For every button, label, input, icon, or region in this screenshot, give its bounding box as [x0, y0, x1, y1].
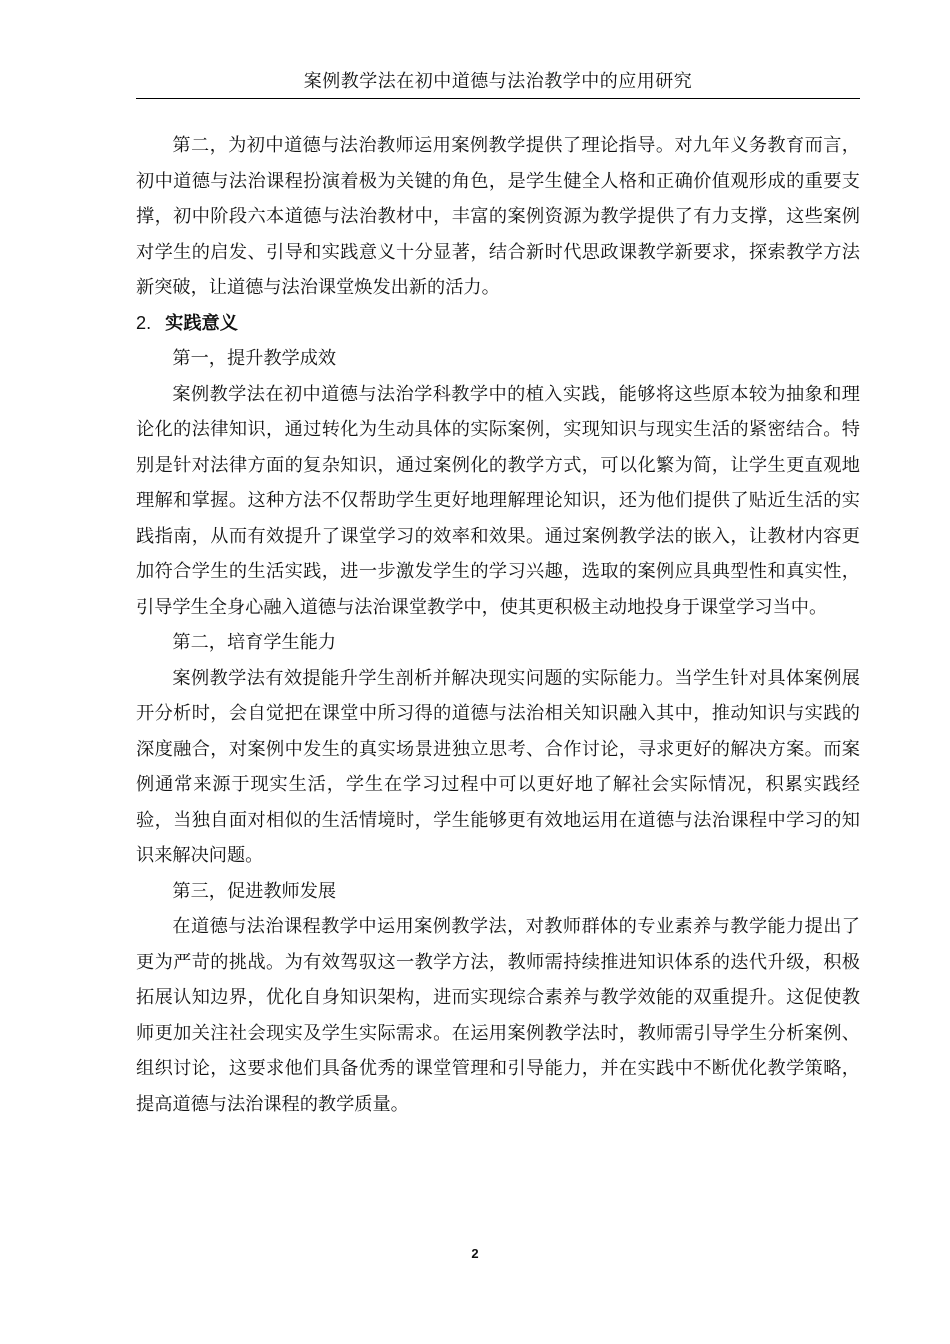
- section-heading-practice: [136, 306, 860, 342]
- subheading-teacher-development: 第三，促进教师发展: [172, 880, 337, 902]
- page-number: 2: [471, 1246, 479, 1261]
- section-title: 实践意义: [165, 312, 238, 334]
- section-number: 2.: [136, 312, 152, 333]
- paragraph-teacher-development: 在道德与法治课程教学中运用案例教学法，对教师群体的专业素养与教学能力提出了更为严苛的挑战。为有效驾驭这一教学方法，教师需持续推进知识体系的迭代升级，积极拓展认知边界，优化自身知识架构，进而实现综合素养与教学效能的双重提升。这促使教师更加关注社会现实及学生实际需求。在运用案例教学法时，教师需引导学生分析案例、组织讨论，这要求他们具备优秀的课堂管理和引导能力，并在实践中不断优化教学策略，提高道德与法治课程的教学质量。: [136, 916, 860, 1115]
- paragraph-theory-second: 第二，为初中道德与法治教师运用案例教学提供了理论指导。对九年义务教育而言，初中道德与法治课程扮演着极为关键的角色，是学生健全人格和正确价值观形成的重要支撑，初中阶段六本道德与法治教材中，丰富的案例资源为教学提供了有力支撑，这些案例对学生的启发、引导和实践意义十分显著，结合新时代思政课教学新要求，探索教学方法新突破，让道德与法治课堂焕发出新的活力。: [136, 135, 860, 298]
- paragraph-student-ability: 案例教学法有效提能升学生剖析并解决现实问题的实际能力。当学生针对具体案例展开分析时，会自觉把在课堂中所习得的道德与法治相关知识融入其中，推动知识与实践的深度融合，对案例中发生的真实场景进独立思考、合作讨论，寻求更好的解决方案。而案例通常来源于现实生活，学生在学习过程中可以更好地了解社会实际情况，积累实践经验，当独自面对相似的生活情境时，学生能够更有效地运用在道德与法治课程中学习的知识来解决问题。: [136, 667, 860, 866]
- header-rule: [136, 98, 860, 99]
- body-text: [136, 128, 860, 1122]
- subheading-student-ability: 第二，培育学生能力: [172, 632, 337, 653]
- running-header: 案例教学法在初中道德与法治教学中的应用研究: [303, 71, 693, 92]
- paragraph-teaching-effect: 案例教学法在初中道德与法治学科教学中的植入实践，能够将这些原本较为抽象和理论化的法律知识，通过转化为生动具体的实际案例，实现知识与现实生活的紧密结合。特别是针对法律方面的复杂知识，通过案例化的教学方式，可以化繁为简，让学生更直观地理解和掌握。这种方法不仅帮助学生更好地理解理论知识，还为他们提供了贴近生活的实践指南，从而有效提升了课堂学习的效率和效果。通过案例教学法的嵌入，让教材内容更加符合学生的生活实践，进一步激发学生的学习兴趣，选取的案例应具典型性和真实性，引导学生全身心融入道德与法治课堂教学中，使其更积极主动地投身于课堂学习当中。: [136, 383, 860, 618]
- subheading-teaching-effect: 第一，提升教学成效: [172, 348, 337, 369]
